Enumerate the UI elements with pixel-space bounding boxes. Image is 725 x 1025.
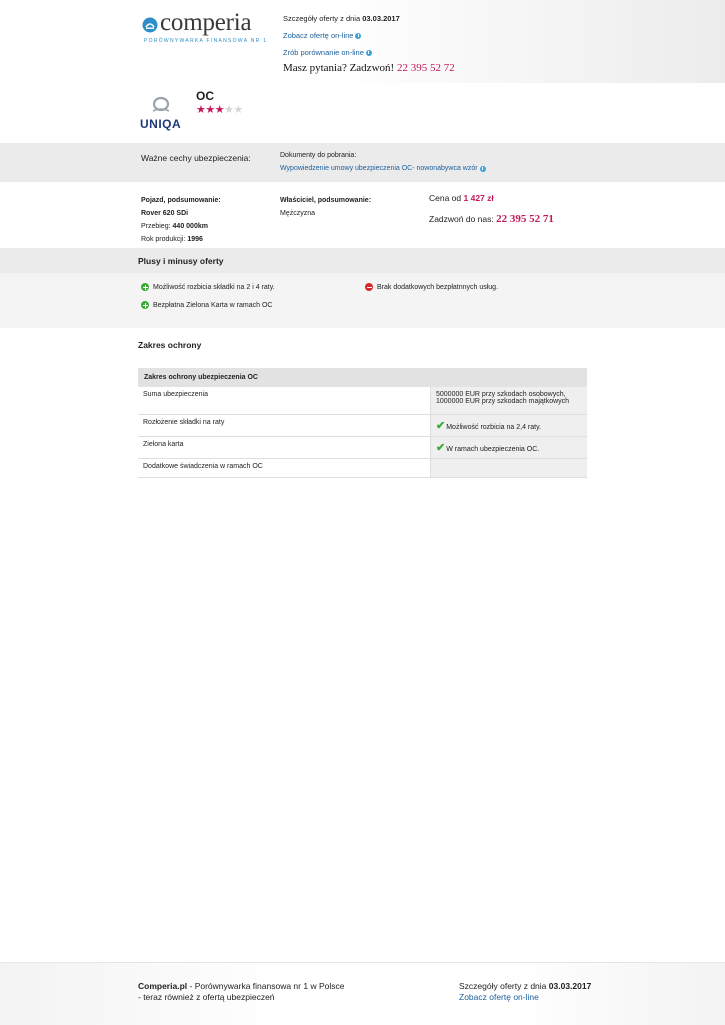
con-item: Brak dodatkowych bezpłatnnych usług.	[365, 283, 498, 291]
table-row	[138, 459, 587, 478]
row-label: Zielona karta	[138, 437, 431, 459]
pros-cons-title-band	[0, 248, 725, 273]
star-filled-icon: ★	[196, 104, 206, 116]
features-label: Ważne cechy ubezpieczenia:	[141, 153, 251, 163]
call-phone[interactable]: 22 395 52 71	[496, 213, 554, 225]
row-value: ✔Możliwość rozbicia na 2,4 raty.	[431, 415, 588, 437]
star-filled-icon: ★	[205, 104, 215, 116]
star-filled-icon: ★	[214, 104, 225, 116]
plus-icon	[141, 283, 149, 291]
info-icon	[366, 50, 372, 56]
plus-icon	[141, 301, 149, 309]
coverage-title: Zakres ochrony	[138, 340, 202, 350]
coverage-table	[138, 368, 587, 478]
pro-item: Możliwość rozbicia składki na 2 i 4 raty.	[141, 283, 275, 291]
logo-tagline: PORÓWNYWARKA FINANSOWA NR 1	[144, 38, 268, 44]
owner-gender: Mężczyzna	[280, 210, 316, 217]
checkmark-icon: ✔	[436, 420, 446, 432]
production-year-line: Rok produkcji: 1996	[141, 236, 203, 243]
vehicle-summary-header: Pojazd, podsumowanie:	[141, 197, 221, 204]
row-value: ✔W ramach ubezpieczenia OC.	[431, 437, 588, 459]
offer-date-line: Szczegóły oferty z dnia 03.03.2017	[283, 14, 400, 23]
contact-phone[interactable]: 22 395 52 72	[396, 62, 455, 74]
pros-cons-title: Plusy i minusy oferty	[138, 256, 224, 266]
row-label: Rozłożenie składki na raty	[138, 415, 431, 437]
document-download-link[interactable]: Wypowiedzenie umowy ubezpieczenia OC- nowonabywca wzór	[280, 165, 486, 172]
footer-offer-info: Szczegóły oferty z dnia 03.03.2017 Zobacz ofertę on-line	[459, 981, 592, 1002]
row-label: Suma ubezpieczenia	[138, 387, 431, 415]
minus-icon	[365, 283, 373, 291]
compare-online-link[interactable]: Zrób porównanie on-line	[283, 48, 455, 57]
owner-summary-header: Właściciel, podsumowanie:	[280, 197, 372, 204]
footer-offer-date: 03.03.2017	[548, 981, 592, 991]
footer-brand: Comperia.pl	[138, 981, 188, 991]
table-row	[138, 387, 587, 415]
footer	[0, 962, 725, 1025]
footer-view-offer-link[interactable]: Zobacz ofertę on-line	[459, 992, 539, 1002]
row-value: 5000000 EUR przy szkodach osobowych, 1000000 EUR przy szkodach majątkowych	[431, 387, 588, 415]
mileage-line: Przebieg: 440 000km	[141, 223, 208, 230]
vehicle-summary	[141, 194, 221, 246]
table-header: Zakres ochrony ubezpieczenia OC	[138, 368, 587, 387]
contact-question: Masz pytania? Zadzwoń! 22 395 52 72	[283, 62, 455, 74]
product-title: OC	[196, 89, 214, 103]
view-offer-online-link[interactable]: Zobacz ofertę on-line	[283, 31, 455, 40]
offer-date: 03.03.2017	[362, 14, 400, 23]
documents-label: Dokumenty do pobrania:	[280, 152, 357, 159]
vehicle-model: Rover 620 SDi	[141, 210, 189, 217]
table-header-row	[138, 368, 587, 387]
price-block	[429, 193, 554, 225]
documents-section	[280, 152, 486, 172]
comperia-logo-icon	[142, 17, 158, 33]
star-empty-icon: ★	[233, 104, 243, 116]
star-empty-icon: ★	[224, 104, 234, 116]
call-line: Zadzwoń do nas: 22 395 52 71	[429, 213, 554, 225]
table-row	[138, 437, 587, 459]
uniqa-logo: UNIQA	[140, 93, 185, 133]
info-icon	[355, 33, 361, 39]
rating-stars	[196, 103, 243, 116]
pro-item: Bezpłatna Zielona Karta w ramach OC	[141, 301, 272, 309]
price-value: 1 427 zł	[463, 193, 494, 203]
pros-cons-band	[0, 273, 725, 328]
footer-tagline: Comperia.pl - Porównywarka finansowa nr 1 w Polsce - teraz również z ofertą ubezpieczeń	[138, 981, 345, 1002]
uniqa-emblem-icon	[151, 96, 171, 114]
header-offer-info	[283, 14, 455, 74]
owner-summary	[280, 194, 371, 220]
info-icon	[480, 166, 486, 172]
price-line: Cena od 1 427 zł	[429, 193, 494, 203]
checkmark-icon: ✔	[436, 442, 446, 454]
row-label: Dodatkowe świadczenia w ramach OC	[138, 459, 431, 478]
comperia-logo[interactable]	[142, 9, 268, 46]
logo-wordmark: comperia	[160, 9, 252, 36]
table-row	[138, 415, 587, 437]
header	[0, 0, 725, 83]
row-value	[431, 459, 588, 478]
